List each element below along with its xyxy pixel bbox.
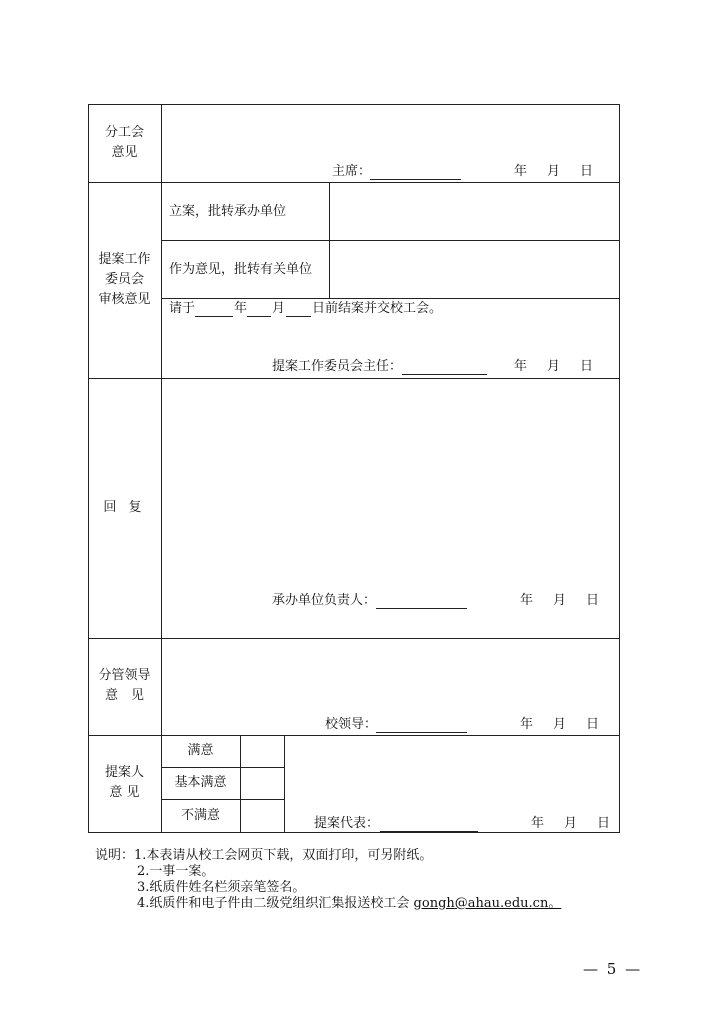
label-line: 意 见: [109, 785, 140, 800]
note-item: [95, 848, 561, 864]
proposer-rep-sign-field[interactable]: [380, 831, 478, 832]
note-item: [95, 880, 561, 896]
committee-label: [88, 250, 161, 310]
school-leader-sign-field[interactable]: [376, 732, 467, 733]
chairman-sign-label: 主席：: [332, 164, 372, 179]
row-divider: [88, 735, 620, 736]
month-label: 月: [547, 359, 561, 374]
deadline-suffix: 日前结案并交校工会。: [312, 301, 443, 316]
email-domain-link[interactable]: @ahau.edu.cn: [454, 896, 549, 911]
proposer-label: [88, 763, 161, 803]
reply-text-area[interactable]: [162, 379, 618, 579]
deadline-prefix: 请于: [169, 301, 196, 316]
option-unsatisfied: 不满意: [180, 808, 220, 823]
note-item: [95, 864, 561, 880]
note-text: 1.本表请从校工会网页下载，双面打印，可另附纸。: [134, 848, 433, 863]
note-item: [95, 896, 561, 912]
label-line: 分工会: [104, 125, 144, 140]
undertaker-sign-field[interactable]: [376, 608, 467, 609]
page-number: — 5 —: [583, 960, 643, 978]
deadline-year-field[interactable]: [195, 316, 233, 317]
table-border-left: [88, 104, 89, 832]
day-label: 日: [586, 717, 600, 732]
option-as-opinion-field[interactable]: [330, 241, 618, 297]
undertaker-sign-label: 承办单位负责人：: [272, 593, 377, 608]
year-label: 年: [514, 359, 528, 374]
label-line: 提案人: [104, 765, 144, 780]
committee-director-sign-label: 提案工作委员会主任：: [272, 359, 403, 374]
committee-director-sign-field[interactable]: [402, 374, 487, 375]
option-as-opinion: 作为意见，批转有关单位: [169, 262, 313, 277]
leader-label: [88, 666, 161, 706]
year-label: 年: [531, 816, 545, 831]
label-line: 分管领导: [98, 668, 151, 683]
committee-divider: [161, 298, 619, 299]
year-label: 年: [520, 717, 534, 732]
label-line: 提案工作: [98, 252, 151, 267]
deadline-year-label: 年: [234, 301, 248, 316]
note-text: 2.一事一案。: [137, 864, 215, 879]
label-line: 意 见: [104, 688, 144, 703]
table-border-bottom: [88, 832, 620, 833]
table-border-top: [88, 104, 620, 105]
day-label: 日: [580, 164, 594, 179]
label-line: 委员会: [104, 272, 144, 287]
notes-prefix: 说明：: [95, 848, 135, 863]
deadline-day-field[interactable]: [286, 316, 311, 317]
note-text: 3.纸质件姓名栏须亲笔签名。: [137, 880, 306, 895]
label-line: 意见: [111, 145, 138, 160]
day-label: 日: [580, 359, 594, 374]
day-label: 日: [597, 816, 611, 831]
basically-satisfied-checkbox[interactable]: [241, 768, 283, 798]
month-label: 月: [564, 816, 578, 831]
month-label: 月: [553, 717, 567, 732]
chairman-sign-field[interactable]: [370, 179, 461, 180]
proposer-rep-sign-label: 提案代表：: [314, 816, 380, 831]
day-label: 日: [586, 593, 600, 608]
option-file-case-field[interactable]: [330, 183, 618, 239]
table-border-right: [619, 104, 620, 832]
deadline-month-label: 月: [272, 301, 286, 316]
note-end: 。: [548, 896, 562, 911]
satisfied-checkbox[interactable]: [241, 736, 283, 766]
email-user[interactable]: gongh: [413, 896, 455, 911]
row-divider: [88, 638, 620, 639]
deadline-month-field[interactable]: [247, 316, 271, 317]
year-label: 年: [520, 593, 534, 608]
option-basically-satisfied: 基本满意: [174, 775, 227, 790]
year-label: 年: [514, 164, 528, 179]
label-line: 审核意见: [98, 292, 151, 307]
option-satisfied: 满意: [187, 743, 214, 758]
branch-union-label: [88, 123, 161, 163]
option-file-case: 立案，批转承办单位: [169, 204, 287, 219]
note-text: 4.纸质件和电子件由二级党组织汇集报送校工会: [137, 896, 414, 911]
proposer-check-divider: [284, 735, 285, 832]
notes: [95, 848, 561, 912]
month-label: 月: [553, 593, 567, 608]
school-leader-sign-label: 校领导：: [325, 717, 378, 732]
month-label: 月: [547, 164, 561, 179]
unsatisfied-checkbox[interactable]: [241, 800, 283, 831]
reply-label: 回 复: [103, 500, 146, 515]
